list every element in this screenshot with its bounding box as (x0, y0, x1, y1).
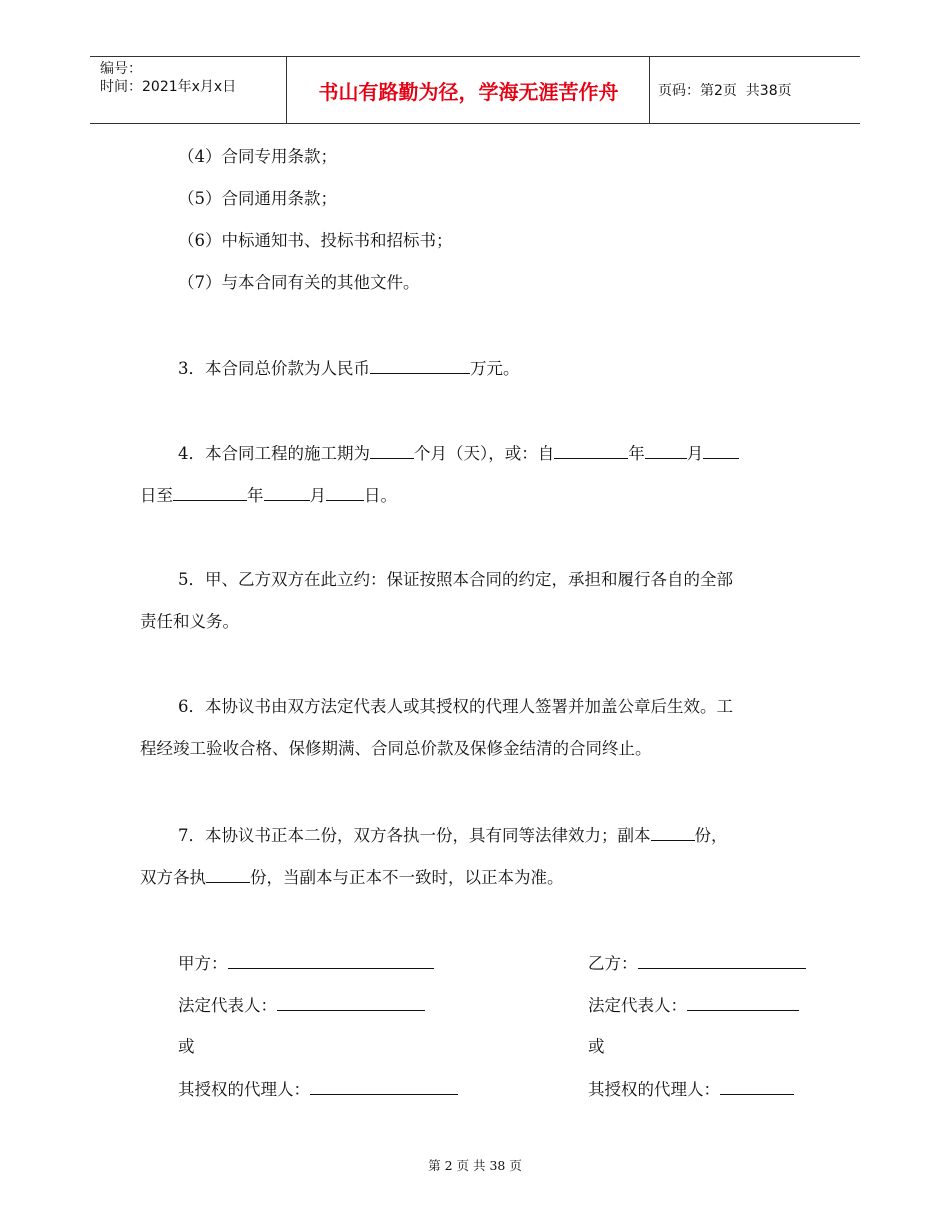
header-divider (649, 57, 650, 123)
duration-blank[interactable] (370, 442, 414, 459)
party-a-rep-blank[interactable] (277, 994, 425, 1011)
clause-4-text: 年 (247, 486, 264, 505)
number-label: 编号： (100, 61, 142, 77)
time-label: 时间：2021年x月x日 (100, 79, 237, 95)
list-item: （7）与本合同有关的其他文件。 (178, 273, 420, 292)
clause-4-text: 4．本合同工程的施工期为 (178, 444, 370, 463)
clause-3-text: 万元。 (470, 359, 520, 378)
start-year-blank[interactable] (554, 442, 628, 459)
start-day-blank[interactable] (703, 442, 739, 459)
clause-7-text: 7．本协议书正本二份，双方各执一份，具有同等法律效力；副本 (178, 826, 651, 845)
party-a-agent-blank[interactable] (310, 1078, 458, 1095)
party-b-label: 乙方： (588, 954, 638, 973)
party-b-agent-blank[interactable] (720, 1078, 794, 1095)
party-a-rep-line (178, 994, 425, 1017)
list-item: （4）合同专用条款； (178, 147, 337, 166)
clause-7-text: 份，当副本与正本不一致时，以正本为准。 (250, 868, 564, 887)
clause-4-line-2 (140, 484, 397, 507)
list-item: （5）合同通用条款； (178, 189, 337, 208)
clause-4-text: 个月（天），或：自 (414, 444, 555, 463)
clause-7-line-1 (178, 824, 728, 847)
clause-5-line-1: 5．甲、乙方双方在此立约：保证按照本合同的约定，承担和履行各自的全部 (178, 570, 733, 589)
header-motto: 书山有路勤为径，学海无涯苦作舟 (318, 79, 619, 104)
end-month-blank[interactable] (264, 484, 310, 501)
legal-rep-label: 法定代表人： (178, 996, 277, 1015)
clause-6-line-2: 程经竣工验收合格、保修期满、合同总价款及保修金结清的合同终止。 (140, 739, 652, 758)
header-page-info: 页码：第2页 共38页 (658, 83, 792, 99)
clause-4-text: 日。 (364, 486, 397, 505)
copies-each-blank[interactable] (206, 866, 250, 883)
party-a-agent-line (178, 1078, 458, 1101)
clause-6-line-1: 6．本协议书由双方法定代表人或其授权的代理人签署并加盖公章后生效。工 (178, 697, 733, 716)
clause-4-text: 月 (309, 486, 326, 505)
party-a-blank[interactable] (228, 952, 434, 969)
clause-4-text: 年 (628, 444, 645, 463)
amount-blank[interactable] (370, 357, 470, 374)
header-meta (100, 60, 236, 96)
clause-7-line-2 (140, 866, 564, 889)
clause-4-text: 日至 (140, 486, 173, 505)
end-year-blank[interactable] (173, 484, 247, 501)
copies-blank[interactable] (651, 824, 695, 841)
or-label: 或 (588, 1037, 605, 1056)
start-month-blank[interactable] (645, 442, 687, 459)
clause-7-text: 份， (694, 826, 728, 845)
end-day-blank[interactable] (326, 484, 364, 501)
clause-4-line-1 (178, 442, 739, 465)
page-footer: 第 2 页 共 38 页 (428, 1158, 522, 1173)
party-b-agent-line (588, 1078, 794, 1101)
party-b-blank[interactable] (638, 952, 806, 969)
clause-3 (178, 357, 520, 380)
party-a-label: 甲方： (178, 954, 228, 973)
agent-label: 其授权的代理人： (178, 1080, 310, 1099)
or-label: 或 (178, 1037, 195, 1056)
party-a-line (178, 952, 434, 975)
clause-4-text: 月 (686, 444, 704, 463)
clause-5-line-2: 责任和义务。 (140, 612, 239, 631)
clause-7-text: 双方各执 (140, 868, 206, 887)
party-b-rep-line (588, 994, 799, 1017)
list-item: （6）中标通知书、投标书和招标书； (178, 231, 453, 250)
clause-3-text: 3．本合同总价款为人民币 (178, 359, 370, 378)
party-b-line (588, 952, 806, 975)
party-b-rep-blank[interactable] (687, 994, 799, 1011)
legal-rep-label: 法定代表人： (588, 996, 687, 1015)
page-header (90, 56, 860, 124)
agent-label: 其授权的代理人： (588, 1080, 720, 1099)
